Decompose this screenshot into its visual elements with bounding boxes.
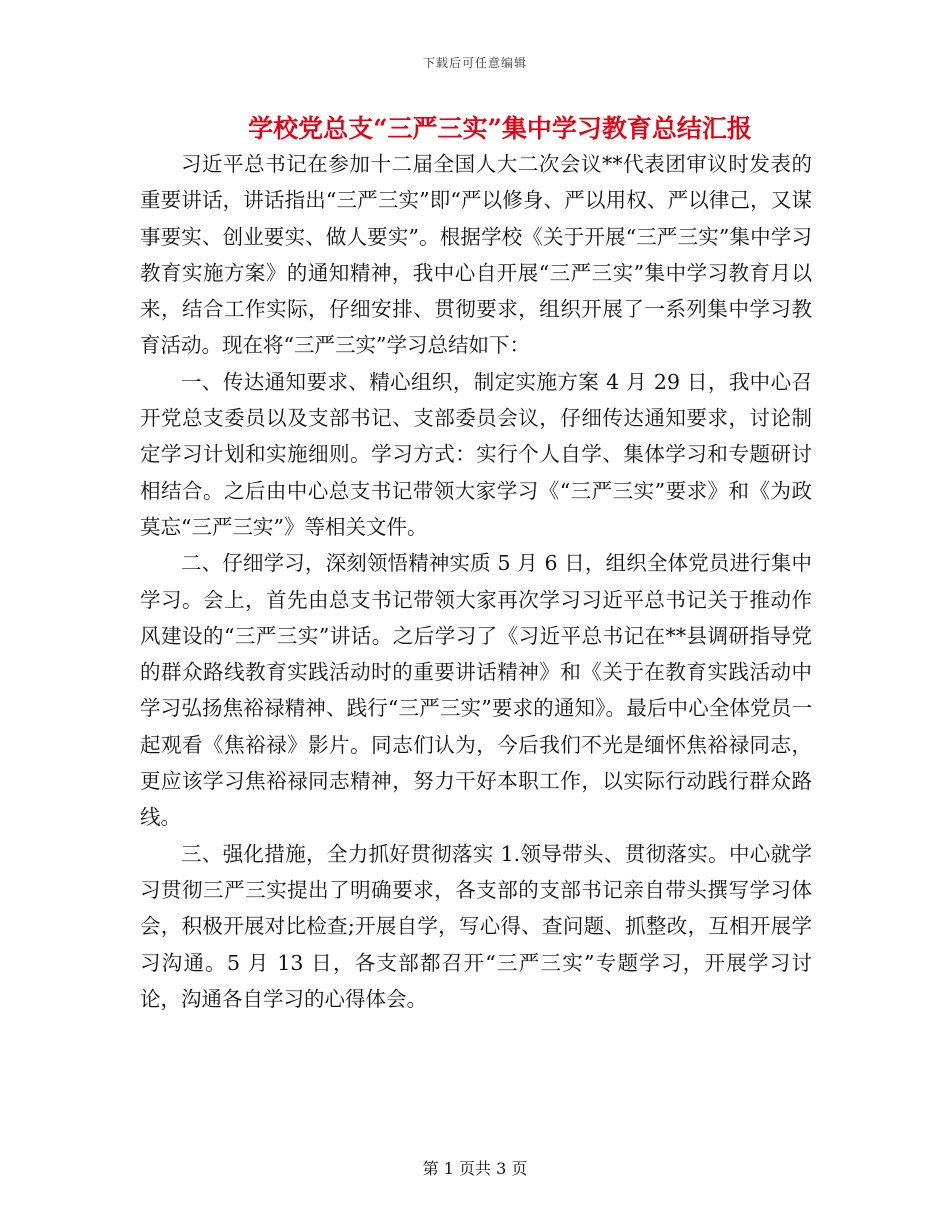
header-note: 下载后可任意编辑 — [422, 56, 527, 70]
paragraph-intro: 习近平总书记在参加十二届全国人大二次会议**代表团审议时发表的重要讲话，讲话指出“三严三实”即“严以修身、严以用权、严以律己，又谋事要实、创业要实、做人要实”。根据学校《关于开展“三严三实”集中学习教育实施方案》的通知精神，我中心自开展“三严三实”集中学习教育月以来，结合工作实际，仔细安排、贯彻要求，组织开展了一系列集中学习教育活动。现在将“三严三实”学习总结如下： — [140, 152, 812, 358]
page-indicator: 第 1 页共 3 页 — [422, 1159, 528, 1178]
paragraph-section-1: 一、传达通知要求、精心组织，制定实施方案 4 月 29 日，我中心召开党总支委员以及支部书记、支部委员会议，仔细传达通知要求，讨论制定学习计划和实施细则。学习方式：实行个人自学、集体学习和专题研讨相结合。之后由中心总支书记带领大家学习《“三严三实”要求》和《为政莫忘“三严三实”》等相关文件。 — [140, 369, 812, 539]
document-title: 学校党总支“三严三实”集中学习教育总结汇报 — [248, 114, 752, 143]
paragraph-section-3: 三、强化措施，全力抓好贯彻落实 1.领导带头、贯彻落实。中心就学习贯彻三严三实提出了明确要求，各支部的支部书记亲自带头撰写学习体会，积极开展对比检查;开展自学，写心得、查问题、抓整改，互相开展学习沟通。5 月 13 日，各支部都召开“三严三实”专题学习，开展学习讨论，沟通各自学习的心得体会。 — [140, 841, 812, 1011]
document-body — [140, 146, 812, 1017]
paragraph-section-2: 二、仔细学习，深刻领悟精神实质 5 月 6 日，组织全体党员进行集中学习。会上，首先由总支书记带领大家再次学习习近平总书记关于推动作风建设的“三严三实”讲话。之后学习了《习近平总书记在**县调研指导党的群众路线教育实践活动时的重要讲话精神》和《关于在教育实践活动中学习弘扬焦裕禄精神、践行“三严三实”要求的通知》。最后中心全体党员一起观看《焦裕禄》影片。同志们认为，今后我们不光是缅怀焦裕禄同志，更应该学习焦裕禄同志精神，努力干好本职工作，以实际行动践行群众路线。 — [140, 551, 812, 830]
